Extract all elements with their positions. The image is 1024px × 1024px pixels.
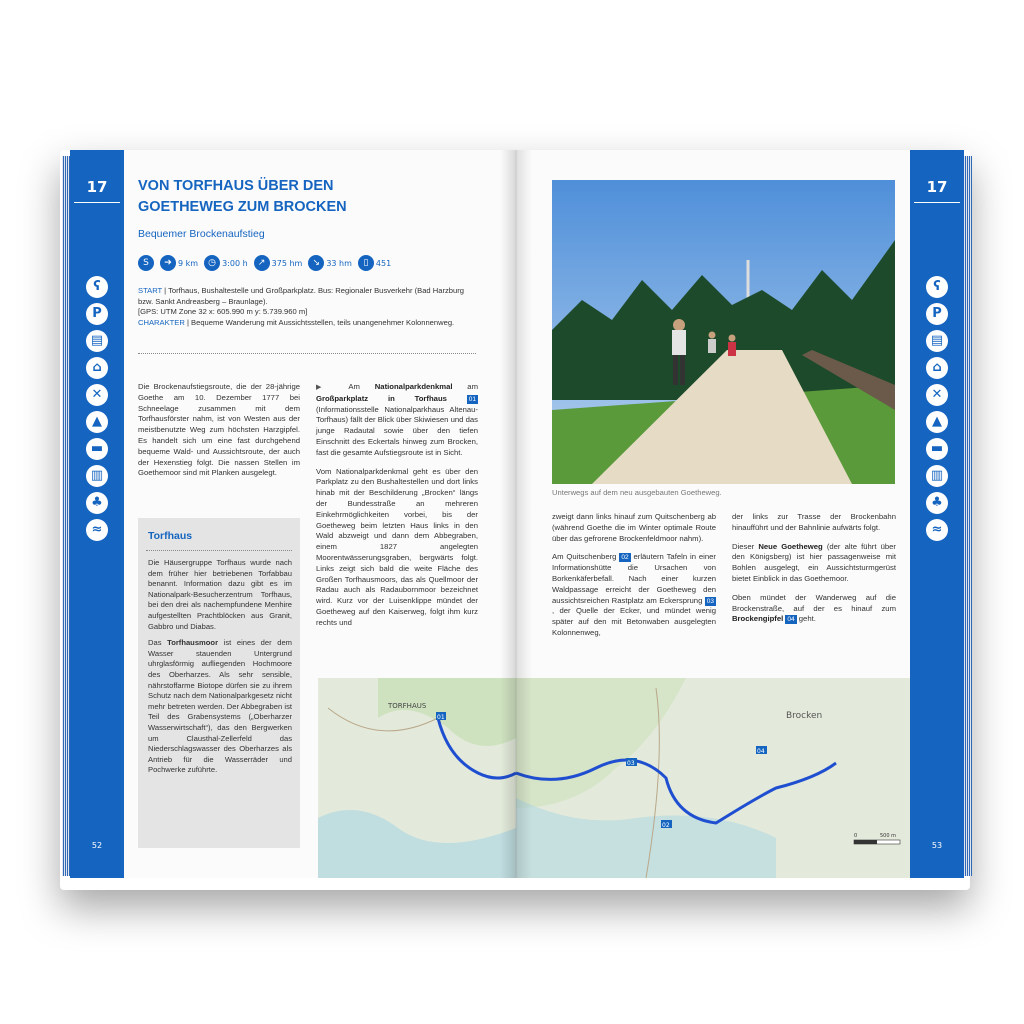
paragraph-3: zweigt dann links hinauf zum Quitschenberg ab (während Goethe die im Winter optimale Route über das gefrorene Brockenfeldmoor nahm). [552,512,716,543]
tour-number-divider [74,202,120,203]
stat-ascent-value: 375 hm [271,258,303,268]
sidebox-p2-b: ist eines der dem Wasser stauenden Untergrund uhrglasförmig aufliegenden Hochmoore des Oberharzes. Als sehr sensible, nährstoffarme Biotope dürfen sie zu ihrem Schutz nach dem Nationalparkgesetz nicht mehr betreten werden. Der Abbegraben ist Teil des Grabensystems („Oberharzer Wasserwirtschaft“), das den Bergwerken um Clausthal-Zellerfeld das Niederschlagswasser des Oberharzes als Antrieb für die Wasserräder und Pochwerke zuführte. [148,638,292,775]
start-text: | Torfhaus, Bushaltestelle und Großparkplatz. Bus: Regionaler Busverkehr (Bad Harzburg bzw. Sankt Andreasberg – Braunlage). [138,286,464,306]
right-side-bar [910,150,964,878]
tour-number-right: 17 [926,178,948,196]
stat-map-value: 451 [375,258,392,268]
route-map-right [516,678,910,878]
page-number-right: 53 [931,841,943,850]
waypoint-badge-03: 03 [706,597,714,605]
map-label-torfhaus: TORFHAUS [388,702,427,710]
hut-icon: ▲ [86,411,108,433]
column-3 [552,512,716,647]
p6-bold: Neue Goetheweg [758,541,823,551]
p1-text-a: Am [348,382,375,391]
forest-icon: ♣ [926,492,948,514]
stat-difficulty [138,255,154,271]
tour-number-divider-right [914,202,960,203]
map-scale-zero: 0 [854,833,858,839]
intro-paragraph: Die Brockenaufstiegsroute, die der 28-jährige Goethe am 10. Dezember 1777 bei Schneelage zusammen mit dem Torfhausförster nahm, ist von Westen aus der meistbenutzte Weg zum höchsten Harzgipfel. Es handelt sich um eine fast durchgehend bequeme Wald- und Aussichtsroute, der auch der Hexenstieg folgt. Die nassen Stellen im Goethemoor sind mit Planken ausgelegt. [138,382,300,478]
hut-icon: ▲ [926,411,948,433]
sidebox-paragraph-1: Die Häusergruppe Torfhaus wurde nach dem früher hier betriebenen Torfabbau benannt. Information dazu gibt es im Nationalpark-Besucherzentrum Torfhaus, bei den drei als nachempfundene Menhire aufgestellten Prachtblöcken aus Granit, Gabbro und Diabas. [148,558,292,631]
p7-bold: Brockengipfel [732,614,784,624]
difficulty-icon: S [138,255,154,271]
parking-icon: P [926,303,948,325]
duration-icon: ◷ [204,255,220,271]
map-marker-03-label: 03 [627,760,635,767]
paragraph-4 [552,552,716,638]
museum-icon: ▥ [926,465,948,487]
map-marker-01-label: 01 [437,714,445,721]
map-marker-04-label: 04 [757,748,765,755]
stat-map [358,255,391,271]
sidebox-p2-bold: Torfhausmoor [167,638,219,648]
charakter-label: CHARAKTER [138,317,185,327]
title-line-1: VON TORFHAUS ÜBER DEN [138,178,334,194]
p7-text-a: Oben mündet der Wanderweg auf die Brockenstraße, auf der es hinauf zum [732,592,896,613]
bus-icon: ▤ [86,330,108,352]
parking-icon: P [86,303,108,325]
cablecar-icon: ⌂ [926,357,948,379]
category-icons-right [910,276,964,546]
sidebox-paragraph-2 [148,638,292,776]
restaurant-icon: ✕ [86,384,108,406]
map-scale-label: 500 m [880,833,897,839]
ascent-icon: ↗ [254,255,270,271]
bed-icon: ▬ [86,438,108,460]
bus-icon: ▤ [926,330,948,352]
info-divider [138,353,476,354]
sidebox-p2-a: Das [148,638,168,648]
hiking-photo [552,180,895,484]
gps-text: [GPS: UTM Zone 32 x: 605.990 m y: 5.739.960 m] [138,307,308,316]
sidebox-torfhaus [138,518,300,848]
column-2 [316,382,478,637]
map-icon: ▯ [358,255,374,271]
page-title [138,176,478,218]
p4-text-c: , der Quelle der Ecker, und mündet wenig später auf den mit Betonwaben ausgelegten Kolonnenweg, [552,606,716,637]
tour-stats [138,255,391,271]
water-icon: ≈ [926,519,948,541]
category-icons-left [70,276,124,546]
title-line-2: GOETHEWEG ZUM BROCKEN [138,199,347,215]
distance-icon: ➔ [160,255,176,271]
stat-distance [160,255,198,271]
stat-distance-value: 9 km [178,258,199,268]
stat-descent [308,255,352,271]
sidebox-divider [146,550,292,551]
column-4 [732,512,896,633]
forest-icon: ♣ [86,492,108,514]
stat-ascent [254,255,303,271]
p1-bold: Nationalparkdenkmal [374,382,453,391]
stat-duration [204,255,248,271]
map-label-brocken: Brocken [786,711,823,721]
paragraph-5: der links zur Trasse der Brockenbahn hinaufführt und der Bahnlinie aufwärts folgt. [732,512,896,532]
hiking-photo-svg [552,180,895,484]
right-page [516,150,964,878]
waypoint-badge-02: 02 [621,554,629,562]
start-label: START [138,286,163,295]
descent-icon: ↘ [308,255,324,271]
paragraph-1 [316,382,478,459]
p1-bold-2: Großparkplatz in Torfhaus [316,393,447,403]
play-icon: ▶ [316,384,335,391]
charakter-text: | Bequeme Wanderung mit Aussichtsstellen, teils unangenehmer Kolonnenweg. [184,317,455,327]
route-map-left [318,678,516,878]
p6-text-b: (der alte führt über den Königsberg) ist hier passagenweise mit Bohlen ausgelegt, ein Aussichtsturmgerüst bietet Einblick in das Goethemoor. [732,541,896,583]
page-edges-right [964,156,972,876]
map-left-svg [318,678,516,878]
sidebox-text [148,558,292,782]
sidebox-title: Torfhaus [148,530,193,542]
cablecar-icon: ⌂ [86,357,108,379]
p7-text-b: geht. [796,614,816,624]
p1-text-b: am [452,382,478,391]
tour-info [138,286,476,328]
paragraph-7 [732,593,896,625]
museum-icon: ▥ [86,465,108,487]
photo-caption: Unterwegs auf dem neu ausgebauten Goetheweg. [552,488,722,497]
map-marker-02-label: 02 [662,822,670,829]
bear-icon: ʕ [926,276,948,298]
page-edges-left [62,156,70,876]
water-icon: ≈ [86,519,108,541]
restaurant-icon: ✕ [926,384,948,406]
p1-text-c: (Informationsstelle Nationalparkhaus Altenau-Torfhaus) fällt der Blick über Skiwiesen und das junge Radautal sowie über den tiefen Einschnitt des Eckertals hinweg zum Brocken, fast die gesamte Aufstiegsroute ist in Sicht. [316,404,478,457]
page-number-left: 52 [91,841,103,850]
bear-icon: ʕ [86,276,108,298]
column-intro [138,382,300,487]
subtitle: Bequemer Brockenaufstieg [138,228,265,240]
stat-descent-value: 33 hm [326,258,352,268]
stat-duration-value: 3:00 h [222,258,248,268]
p4-text-a: Am Quitschenberg [552,552,620,562]
paragraph-6 [732,542,896,585]
waypoint-badge-04: 04 [787,616,795,624]
p6-text-a: Dieser [732,541,759,551]
p4-text-b: erläutern Tafeln in einer Informationshütte die Ursachen von Borkenkäferbefall. Nach einer kurzen Waldpassage erreicht der Goetheweg den aussichtsreichen Rastplatz am Eckersprung [552,552,716,605]
left-side-bar [70,150,124,878]
paragraph-2: Vom Nationalparkdenkmal geht es über den Parkplatz zu den Bushaltestellen und dort links hinab mit der Beschilderung „Brocken“ längs der Bundesstraße an mehreren Einkehrmöglichkeiten vorbei, bis der Goetheweg beim letzten Haus links in den Wald abzweigt und dann dem Abbegraben, einem 1827 angelegten Moorentwässerungsgraben, bergwärts folgt. Links zeigt sich bald die weite Fläche des Großen Torfhausmoors, das als Quellmoor der Radau auch als Radaubornmoor bezeichnet wird. Kurz vor der Luisenklippe mündet der Goetheweg auf den Kaiserweg, folgt ihm kurz rechts und [316,466,478,627]
waypoint-badge: 01 [468,395,477,403]
left-page [70,150,516,878]
bed-icon: ▬ [926,438,948,460]
map-right-svg [516,678,910,878]
tour-number: 17 [86,178,108,196]
